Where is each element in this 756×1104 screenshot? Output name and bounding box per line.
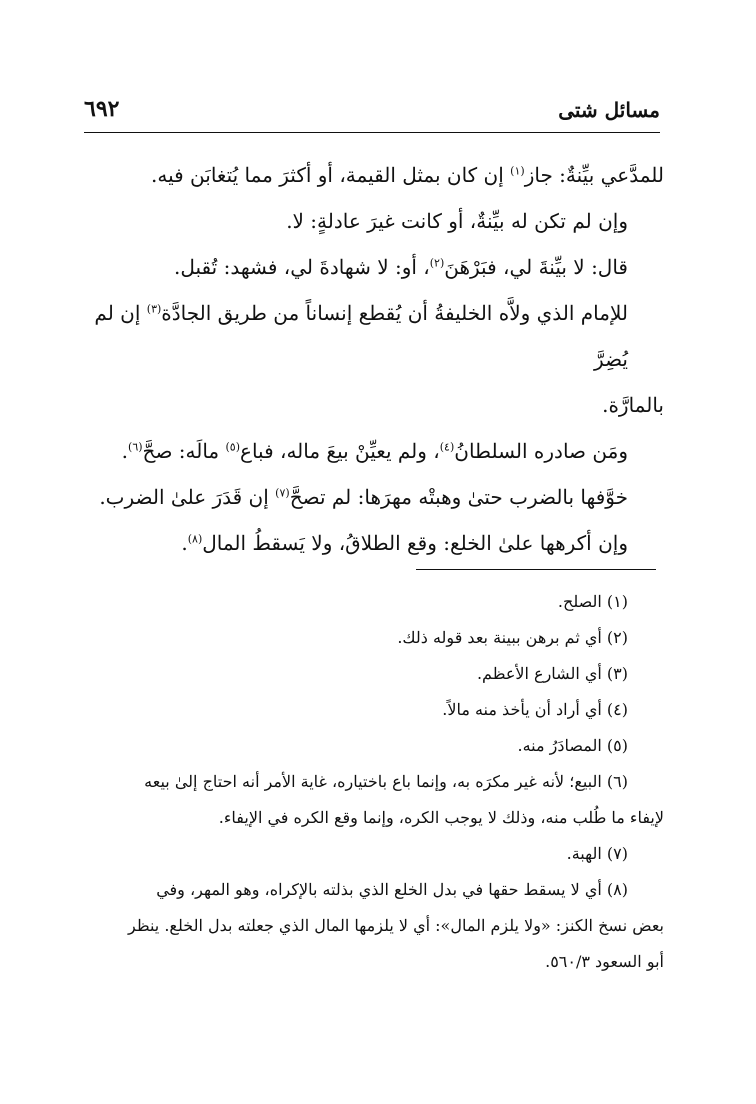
footnote-ref: (٤) (439, 440, 455, 454)
header-rule (84, 132, 660, 133)
footnote-separator (416, 569, 656, 570)
text-line: خوَّفها بالضرب حتىٰ وهبتْه مهرَها: لم تصحَّ$^{(٧)}$ إن قَدَرَ علىٰ الضرب. (99, 485, 628, 509)
footnote: (٥) المصادَرُ منه. (517, 736, 628, 755)
footnote: (٧) الهبة. (566, 844, 628, 863)
footnote: (٦) البيع؛ لأنه غير مكرَه به، وإنما باع باختياره، غاية الأمر أنه احتاج إلىٰ بيعه (144, 772, 628, 791)
footnote-continuation: لإيفاء ما طُلب منه، وذلك لا يوجب الكره، وإنما وقع الكره في الإيفاء. (218, 808, 664, 827)
footnote-continuation: بعض نسخ الكنز: «ولا يلزم المال»: أي لا يلزمها المال الذي جعلته بدل الخلع. ينظر (128, 916, 664, 935)
running-header (84, 94, 660, 134)
footnote-ref: (٥) (225, 440, 241, 454)
text-line: بالمارَّة. (602, 393, 664, 417)
text-line: للمدَّعي بيِّنةٌ: جاز$^{(١)}$ إن كان بمثل القيمة، أو أكثرَ مما يُتغابَن فيه. (151, 163, 664, 187)
text-line: وإن لم تكن له بيِّنةٌ، أو كانت غيرَ عادلةٍ: لا. (286, 209, 628, 233)
footnote: (٤) أي أراد أن يأخذ منه مالاً. (442, 700, 628, 719)
footnote: (٣) أي الشارع الأعظم. (476, 664, 628, 683)
footnote-ref: (٧) (275, 486, 290, 500)
footnote-ref: (٨) (187, 532, 203, 546)
footnote-ref: (٦) (128, 440, 143, 454)
footnote: (٢) أي ثم برهن ببينة بعد قوله ذلك. (397, 628, 628, 647)
section-title: مسائل شتى (558, 98, 660, 122)
text-line: قال: لا بيِّنةَ لي، فبَرْهَنَ$^{(٢)}$، أو: لا شهادةَ لي، فشهد: تُقبل. (174, 255, 628, 279)
main-text (80, 152, 664, 566)
text-line: ومَن صادره السلطانُ$^{(٤)}$، ولم يعيِّنْ بيعَ ماله، فباع$^{(٥)}$ مالَه: صحَّ$^{(٦)}$. (121, 439, 628, 463)
page-number: ٦٩٢ (84, 96, 120, 122)
footnote-continuation: أبو السعود ٥٦٠/٣. (545, 952, 664, 971)
footnote: (٨) أي لا يسقط حقها في بدل الخلع الذي بذلته بالإكراه، وهو المهر، وفي (156, 880, 628, 899)
text-line: وإن أكرهها علىٰ الخلع: وقع الطلاقُ، ولا يَسقطُ المال$^{(٨)}$. (181, 531, 628, 555)
footnote: (١) الصلح. (557, 592, 628, 611)
footnotes (80, 584, 664, 980)
text-line: للإمام الذي ولاَّه الخليفةُ أن يُقطع إنساناً من طريق الجادَّة$^{(٣)}$ إن لم يُضِرَّ (94, 301, 628, 371)
footnote-ref: (٢) (429, 256, 445, 270)
footnote-ref: (٣) (146, 302, 162, 316)
footnote-ref: (١) (510, 164, 525, 178)
